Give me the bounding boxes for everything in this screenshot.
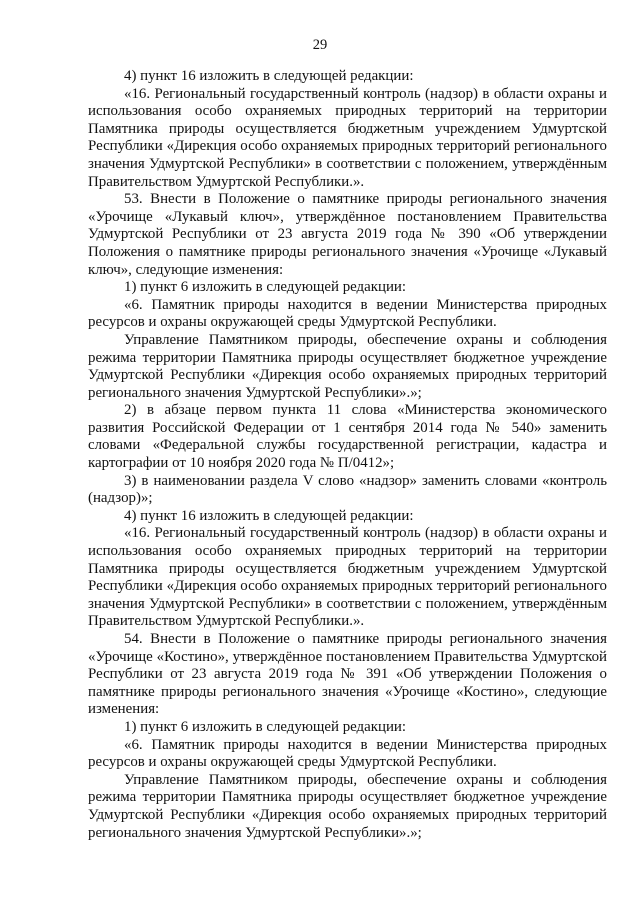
paragraph-item-1-heading: 1) пункт 6 изложить в следующей редакции:	[124, 718, 407, 735]
page-number: 29	[312, 37, 328, 53]
paragraph-item-4-heading: 4) пункт 16 изложить в следующей редакции:	[124, 68, 414, 84]
paragraph-management-text: Управление Памятником природы, обеспечение охраны и соблюдения режима территории Памятника природы осуществляет бюджетное учреждение Удмуртской Республики «Дирекция особо охраняемых природных территорий регионального значения Удмуртской Республики».»;	[88, 331, 607, 401]
paragraph-item-3: 3) в наименовании раздела V слово «надзор» заменить словами «контроль (надзор)»;	[88, 472, 607, 507]
paragraph-item-16-text: «16. Региональный государственный контроль (надзор) в области охраны и использования особо охраняемых природных территорий на территории Памятника природы осуществляется бюджетным учреждением Удмуртской Республики «Дирекция особо охраняемых природных территорий регионального значения Удмуртской Республики» в соответствии с положением, утверждённым Правительством Удмуртской Республики.».	[88, 525, 607, 630]
paragraph-item-6-text: «6. Памятник природы находится в ведении Министерства природных ресурсов и охраны окружающей среды Удмуртской Республики.	[88, 296, 607, 331]
paragraph-54: 54. Внести в Положение о памятнике природы регионального значения «Урочище «Костино», утверждённое постановлением Правительства Удмуртской Республики от 23 августа 2019 года № 391 «Об утверждении Положения о памятнике природы регионального значения «Урочище «Костино», следующие изменения:	[88, 631, 607, 718]
paragraph-item-1-heading: 1) пункт 6 изложить в следующей редакции:	[124, 279, 407, 296]
document-body	[88, 68, 607, 842]
paragraph-item-2: 2) в абзаце первом пункта 11 слова «Министерства экономического развития Российской Федерации от 1 сентября 2014 года № 540» заменить словами «Федеральной службы государственной регистрации, кадастра и картографии от 10 ноября 2020 года № П/0412»;	[88, 402, 607, 472]
paragraph-item-6-text: «6. Памятник природы находится в ведении Министерства природных ресурсов и охраны окружающей среды Удмуртской Республики.	[88, 736, 607, 771]
paragraph-item-4-heading: 4) пункт 16 изложить в следующей редакции:	[124, 507, 414, 524]
paragraph-management-text: Управление Памятником природы, обеспечение охраны и соблюдения режима территории Памятника природы осуществляет бюджетное учреждение Удмуртской Республики «Дирекция особо охраняемых природных территорий регионального значения Удмуртской Республики».»;	[88, 771, 607, 841]
paragraph-53: 53. Внести в Положение о памятнике природы регионального значения «Урочище «Лукавый ключ», утверждённое постановлением Правительства Удмуртской Республики от 23 августа 2019 года № 390 «Об утверждении Положения о памятнике природы регионального значения «Урочище «Лукавый ключ», следующие изменения:	[88, 191, 607, 278]
paragraph-item-16-text: «16. Региональный государственный контроль (надзор) в области охраны и использования особо охраняемых природных территорий на территории Памятника природы осуществляется бюджетным учреждением Удмуртской Республики «Дирекция особо охраняемых природных территорий регионального значения Удмуртской Республики» в соответствии с положением, утверждённым Правительством Удмуртской Республики.».	[88, 85, 607, 190]
